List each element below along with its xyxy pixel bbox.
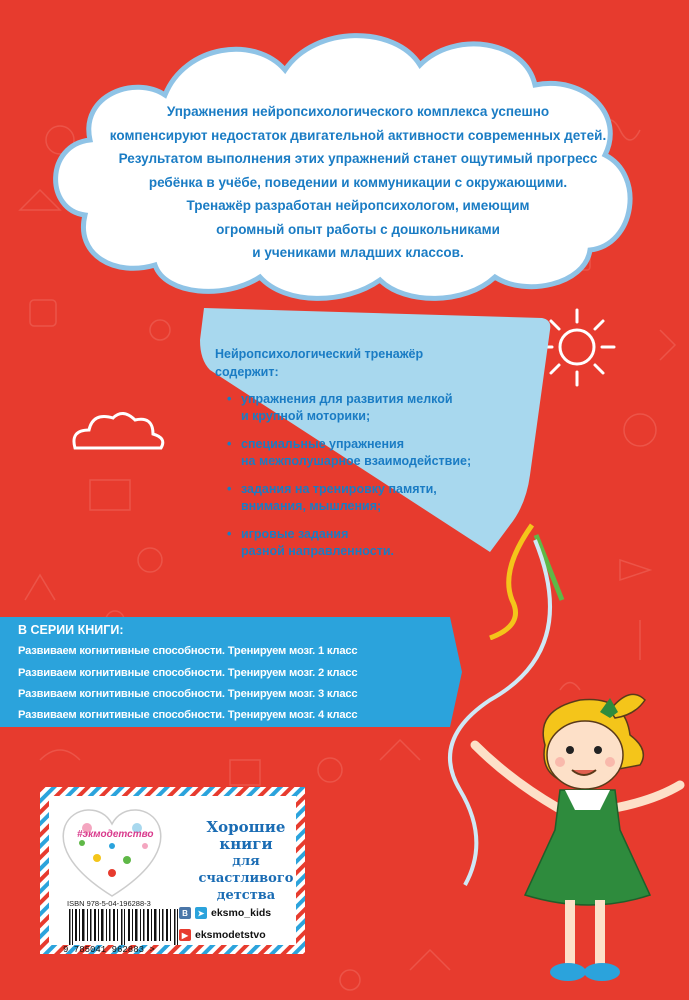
social-instagram (179, 907, 271, 919)
hashtag-label: #экмодетство (77, 829, 154, 840)
slogan-line: Хорошие (206, 818, 286, 836)
youtube-icon: ▶ (179, 929, 191, 941)
kite-item-line: разной направленности. (241, 544, 394, 558)
kite-item-line: на межполушарное взаимодействие; (241, 454, 472, 468)
barcode (67, 909, 187, 945)
cloud-line: Тренажёр разработан нейропсихологом, имеющим (186, 198, 530, 213)
series-book: Развиваем когнитивные способности. Тренируем мозг. 3 класс (18, 688, 358, 700)
slogan-line: книги (219, 835, 273, 853)
vk-icon: В (179, 907, 191, 919)
envelope-inner (49, 796, 296, 955)
series-book: Развиваем когнитивные способности. Тренируем мозг. 2 класс (18, 667, 358, 679)
series-heading: В СЕРИИ КНИГИ: (18, 623, 124, 637)
instagram-handle: eksmo_kids (211, 907, 272, 919)
kite-list-item (215, 481, 515, 515)
kite-item-line: • упражнения для развития мелкой (241, 392, 453, 406)
small-cloud-doodle (74, 413, 163, 448)
social-youtube (179, 929, 266, 941)
kite-content (215, 345, 515, 571)
series-book: Развиваем когнитивные способности. Тренируем мозг. 1 класс (18, 645, 358, 657)
slogan-line: для счастливого (198, 854, 294, 886)
cloud-line: компенсируют недостаток двигательной активности современных детей. (109, 127, 607, 143)
cloud-line: Упражнения нейропсихологического комплекса успешно (166, 104, 550, 119)
isbn-label: ISBN 978-5-04-196288-3 (67, 899, 151, 908)
slogan (186, 819, 306, 904)
series-book: Развиваем когнитивные способности. Тренируем мозг. 4 класс (18, 709, 358, 721)
kite-list-item (215, 436, 515, 470)
youtube-handle: eksmodetstvo (195, 929, 266, 941)
kite-list-item (215, 391, 515, 425)
slogan-line: детства (216, 888, 276, 903)
cloud-line: и учениками младших классов. (252, 245, 464, 260)
cloud-line: огромный опыт работы с дошкольниками (216, 221, 500, 237)
kite-title (215, 345, 515, 381)
kite-title-line: Нейропсихологический тренажёр (215, 347, 424, 361)
kite-item-line: • специальные упражнения (241, 437, 405, 451)
cloud-line: Результатом выполнения этих упражнений станет ощутимый прогресс (118, 151, 598, 166)
kite-item-line: и крупной моторики; (241, 409, 371, 423)
heart-logo (57, 798, 167, 908)
kite-title-line: содержит: (215, 365, 279, 379)
kite-item-line: • игровые задания (241, 527, 349, 541)
envelope-badge (40, 787, 305, 954)
kite-item-line: внимания, мышления; (241, 499, 382, 513)
kite-item-line: • задания на тренировку памяти, (241, 482, 437, 496)
barcode-number: 9 785041 962883 > (63, 945, 155, 955)
girl-illustration (440, 690, 689, 1000)
kite-list-item (215, 526, 515, 560)
cloud-line: ребёнка в учёбе, поведении и коммуникации с окружающими. (148, 174, 568, 190)
cloud-description (108, 100, 608, 265)
telegram-icon: ➤ (195, 907, 207, 919)
